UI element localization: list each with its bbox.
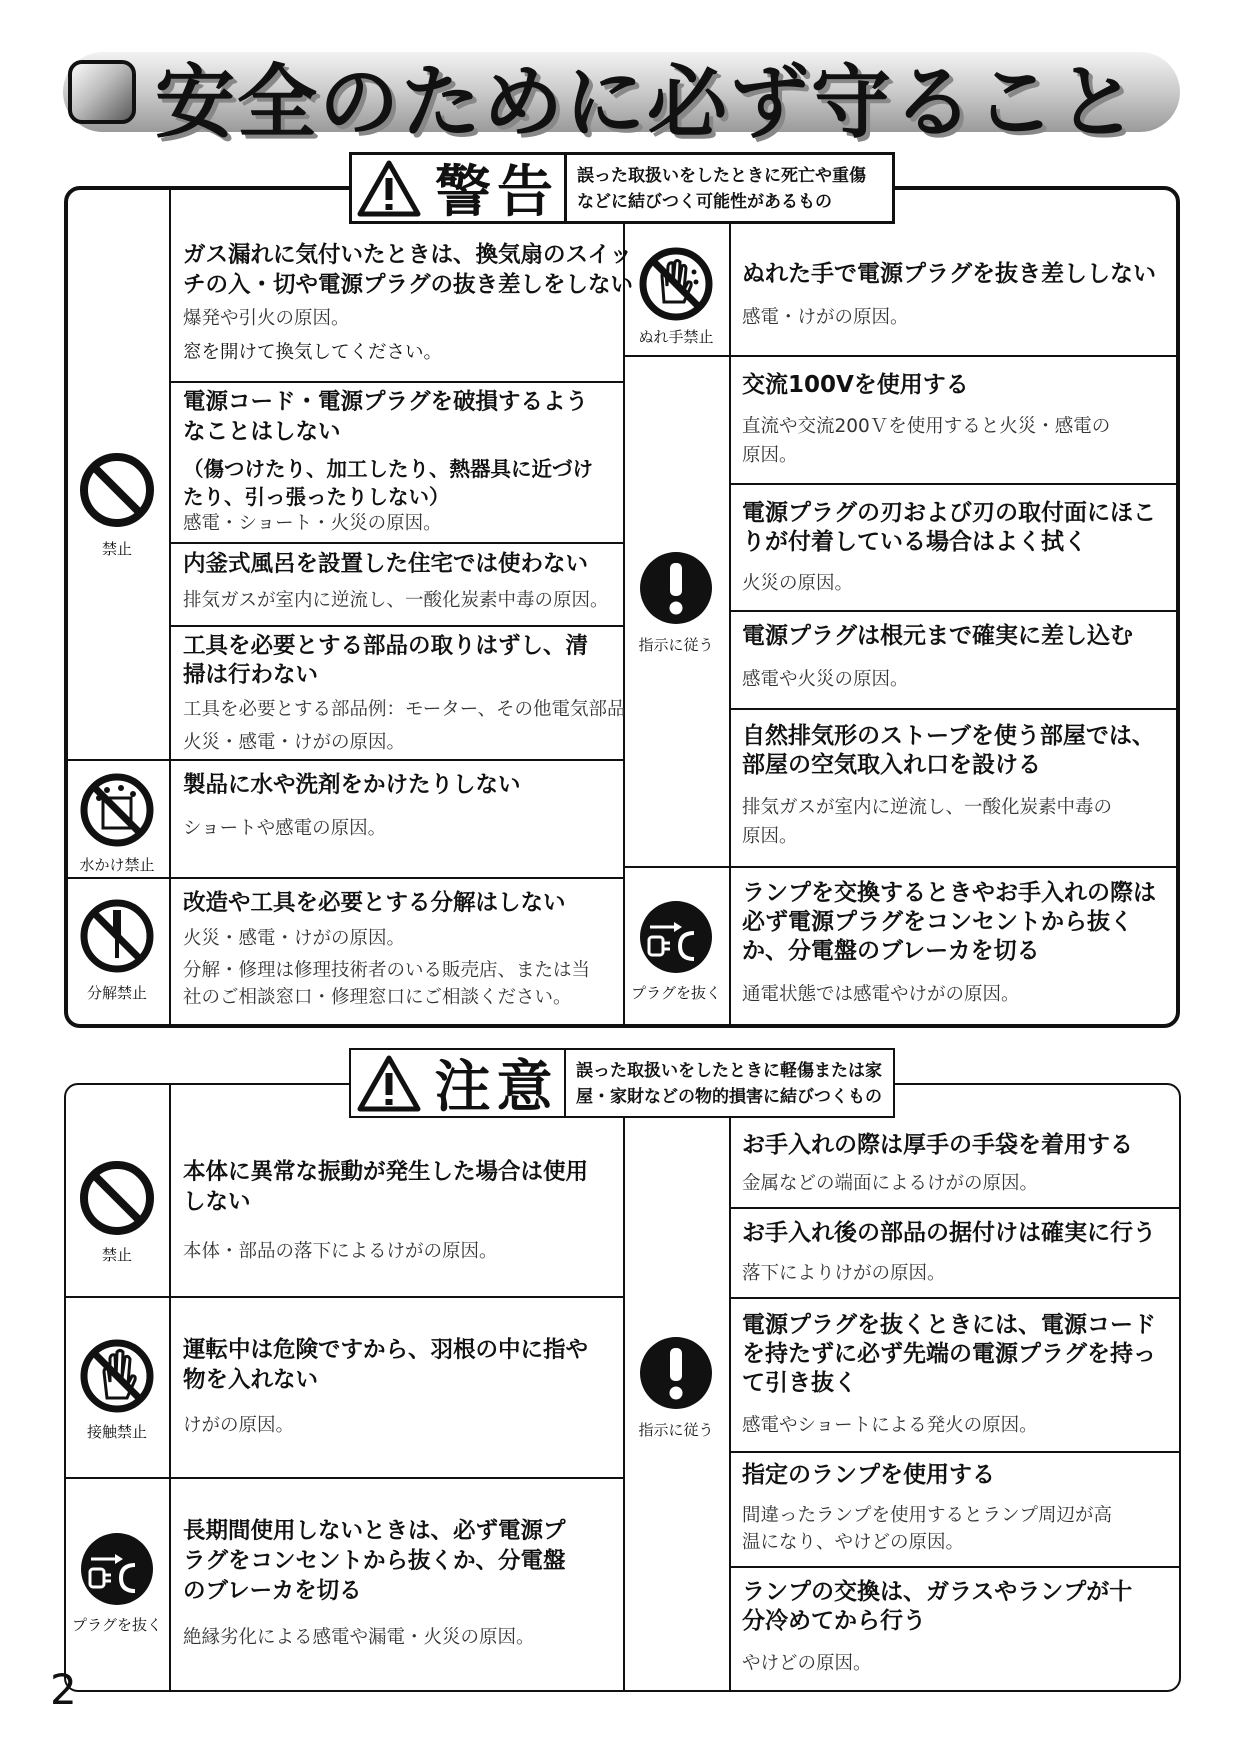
divider	[169, 381, 625, 383]
divider	[729, 1566, 1179, 1568]
warning-item-heading: ランプを交換するときやお手入れの際は	[742, 880, 1156, 906]
warning-item-heading: ぬれた手で電源プラグを抜き差ししない	[742, 261, 1156, 287]
warning-label: 警告	[435, 160, 559, 225]
caution-item-desc: 間違ったランプを使用するとランプ周辺が高	[742, 1505, 1113, 1526]
caution-header	[349, 1048, 895, 1118]
instruction-label: 指示に従う	[638, 636, 714, 654]
warning-item-desc: 直流や交流200Ｖを使用すると火災・感電の	[742, 416, 1111, 437]
warning-triangle-icon	[357, 159, 421, 217]
caution-item-heading: のブレーカを切る	[183, 1578, 362, 1604]
warning-item-heading: なことはしない	[183, 419, 341, 445]
warning-item-desc: 原因。	[742, 826, 798, 847]
warning-item-heading: 電源コード・電源プラグを破損するよう	[183, 389, 589, 415]
warning-note-line: などに結びつく可能性があるもの	[577, 192, 832, 212]
warning-item-heading: 製品に水や洗剤をかけたりしない	[183, 772, 521, 798]
unplug-label: プラグを抜く	[630, 984, 722, 1002]
title-square-icon	[68, 60, 136, 124]
divider	[66, 877, 625, 879]
warning-item-desc: ショートや感電の原因。	[183, 818, 387, 839]
warning-item-heading: 交流100Vを使用する	[742, 372, 969, 398]
caution-item-heading: 物を入れない	[183, 1367, 319, 1393]
caution-item-desc: 温になり、やけどの原因。	[742, 1532, 965, 1553]
no-wet-hands-label: ぬれ手禁止	[638, 328, 714, 346]
warning-item-heading: （傷つけたり、加工したり、熱器具に近づけ	[183, 457, 593, 481]
caution-item-heading: ランプの交換は、ガラスやランプが十	[742, 1579, 1133, 1605]
caution-item-heading: お手入れ後の部品の据付けは確実に行う	[742, 1220, 1156, 1246]
divider	[729, 1297, 1179, 1299]
divider	[66, 1477, 625, 1479]
caution-item-heading: しない	[183, 1189, 251, 1215]
divider	[623, 188, 625, 1026]
prohibition-icon	[79, 1160, 155, 1236]
warning-item-heading: 電源プラグは根元まで確実に差し込む	[742, 623, 1133, 649]
caution-item-heading: 電源プラグを抜くときには、電源コード	[742, 1312, 1156, 1338]
warning-item-desc: 感電・けがの原因。	[742, 307, 909, 328]
warning-item-desc: 火災・感電・けがの原因。	[183, 928, 406, 949]
caution-item-desc: 金属などの端面によるけがの原因。	[742, 1173, 1039, 1194]
instruction-label: 指示に従う	[638, 1421, 714, 1439]
prohibition-label: 禁止	[101, 540, 133, 558]
divider	[623, 1084, 625, 1690]
no-water-label: 水かけ禁止	[79, 856, 155, 874]
caution-item-heading: て引き抜く	[742, 1370, 857, 1396]
page-number: 2	[50, 1665, 77, 1714]
warning-item-desc: 爆発や引火の原因。	[183, 308, 350, 329]
divider	[729, 708, 1178, 710]
warning-item-heading: 電源プラグの刃および刃の取付面にほこ	[742, 500, 1156, 526]
divider	[729, 1451, 1179, 1453]
caution-item-heading: 指定のランプを使用する	[742, 1462, 995, 1488]
divider	[169, 542, 625, 544]
warning-item-desc: 工具を必要とする部品例：モーター、その他電気部品	[183, 699, 626, 720]
divider	[729, 483, 1178, 485]
divider	[729, 188, 731, 1026]
warning-item-desc: 社のご相談窓口・修理窓口にご相談ください。	[183, 987, 572, 1008]
unplug-icon	[79, 1531, 155, 1607]
caution-item-desc: 本体・部品の落下によるけがの原因。	[183, 1241, 498, 1262]
caution-item-desc: 感電やショートによる発火の原因。	[742, 1415, 1038, 1436]
no-water-icon	[79, 772, 155, 848]
prohibition-icon	[79, 452, 155, 528]
divider	[729, 1207, 1179, 1209]
caution-item-heading: 本体に異常な振動が発生した場合は使用	[183, 1159, 589, 1185]
caution-item-heading: を持たずに必ず先端の電源プラグを持っ	[742, 1341, 1156, 1367]
warning-item-desc: 感電・ショート・火災の原因。	[183, 513, 442, 534]
divider	[623, 355, 1178, 357]
warning-item-desc: 分解・修理は修理技術者のいる販売店、または当	[183, 960, 591, 981]
caution-item-desc: やけどの原因。	[742, 1653, 872, 1674]
warning-item-heading: 内釜式風呂を設置した住宅では使わない	[183, 551, 589, 577]
warning-item-desc: 火災の原因。	[742, 573, 854, 594]
prohibition-label: 禁止	[101, 1246, 133, 1264]
warning-item-heading: 改造や工具を必要とする分解はしない	[183, 890, 566, 916]
no-touch-label: 接触禁止	[86, 1423, 148, 1441]
warning-item-heading: 掃は行わない	[183, 662, 319, 688]
caution-item-desc: 落下によりけがの原因。	[742, 1263, 946, 1284]
caution-item-heading: ラグをコンセントから抜くか、分電盤	[183, 1548, 566, 1574]
warning-item-desc: 原因。	[742, 445, 798, 466]
divider	[623, 866, 1178, 868]
caution-item-heading: 分冷めてから行う	[742, 1608, 926, 1634]
caution-item-desc: 絶縁劣化による感電や漏電・火災の原因。	[183, 1627, 535, 1648]
instruction-icon	[638, 1335, 714, 1411]
divider	[729, 610, 1178, 612]
divider	[66, 759, 625, 761]
divider	[169, 1084, 171, 1690]
caution-note-line: 屋・家財などの物的損害に結びつくもの	[576, 1087, 882, 1107]
warning-item-desc: 通電状態では感電やけがの原因。	[742, 984, 1020, 1005]
caution-item-desc: けがの原因。	[183, 1415, 295, 1436]
warning-item-heading: チの入・切や電源プラグの抜き差しをしない	[183, 272, 634, 298]
warning-item-desc: 排気ガスが室内に逆流し、一酸化炭素中毒の	[742, 797, 1113, 818]
caution-item-heading: お手入れの際は厚手の手袋を着用する	[742, 1132, 1133, 1158]
warning-item-heading: りが付着している場合はよく拭く	[742, 529, 1087, 555]
warning-item-heading: か、分電盤のブレーカを切る	[742, 938, 1040, 964]
no-touch-icon	[79, 1338, 155, 1414]
warning-item-heading: 必ず電源プラグをコンセントから抜く	[742, 909, 1133, 935]
divider	[169, 625, 625, 627]
caution-triangle-icon	[357, 1054, 421, 1112]
warning-item-desc: 感電や火災の原因。	[742, 669, 909, 690]
warning-item-note: 窓を開けて換気してください。	[183, 342, 443, 363]
warning-item-heading: たり、引っ張ったりしない）	[183, 485, 450, 509]
divider	[66, 1296, 625, 1298]
warning-item-desc: 火災・感電・けがの原因。	[183, 732, 406, 753]
caution-note-line: 誤った取扱いをしたときに軽傷または家	[576, 1061, 882, 1081]
divider	[169, 188, 171, 1026]
unplug-label: プラグを抜く	[71, 1616, 163, 1634]
warning-note-line: 誤った取扱いをしたときに死亡や重傷	[577, 166, 866, 186]
warning-item-heading: 自然排気形のストーブを使う部屋では、	[742, 723, 1155, 749]
warning-item-heading: ガス漏れに気付いたときは、換気扇のスイッ	[183, 242, 633, 268]
instruction-icon	[638, 550, 714, 626]
page-title: 安全のために必ず守ること	[155, 56, 1139, 149]
caution-item-heading: 運転中は危険ですから、羽根の中に指や	[183, 1337, 589, 1363]
warning-item-heading: 工具を必要とする部品の取りはずし、清	[183, 633, 589, 659]
unplug-icon	[638, 899, 714, 975]
no-wet-hands-icon	[638, 246, 714, 322]
warning-item-heading: 部屋の空気取入れ口を設ける	[742, 752, 1041, 778]
no-disassembly-label: 分解禁止	[86, 984, 148, 1002]
warning-header	[349, 152, 895, 224]
divider	[729, 1084, 731, 1690]
caution-label: 注意	[434, 1055, 559, 1120]
warning-item-desc: 排気ガスが室内に逆流し、一酸化炭素中毒の原因。	[183, 590, 609, 611]
no-disassembly-icon	[79, 898, 155, 974]
caution-item-heading: 長期間使用しないときは、必ず電源プ	[183, 1518, 566, 1544]
